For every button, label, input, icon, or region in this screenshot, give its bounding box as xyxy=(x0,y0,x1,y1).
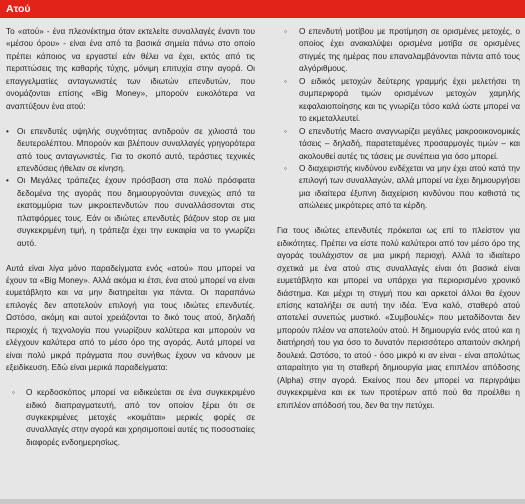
hollow-bullet-icon: ◦ xyxy=(284,76,287,86)
bullet-icon: • xyxy=(6,176,9,186)
advantage-list xyxy=(6,126,255,251)
panel-header xyxy=(0,0,525,18)
list-item xyxy=(277,163,520,213)
list-item-text: Οι Μεγάλες τράπεζες έχουν πρόσβαση στα πολύ πρόσφατα δεδομένα της αγοράς που δημιουργούνται συνεχώς από τα εκατομμύρια των μικροεπενδυτών που συναλλάσσονται στις πλατφόρμες τους. Εάν οι ιδιώτες επενδυτές βάζουν stop σε μια συγκεκριμένη τιμή, η τράπεζα έχει την ευκαιρία να το γνωρίζει αυτό. xyxy=(17,176,255,248)
list-item xyxy=(6,175,255,250)
intro-paragraph: Το «ατού» - ένα πλεονέκτημα όταν εκτελείτε συναλλαγές έναντι του «μέσου όρου» - είναι ένα από τα βασικά σημεία πάνω στο οποίο πρέπει κάποιος να εργαστεί εάν θέλει να έχει, εκτός από τις περιπτώσεις της καθαρής τύχης, μόνιμη επιτυχία στην αγορά. Οι επαγγελματίες ανταγωνιστές των ιδιωτών επενδυτών, που ονομάζονται επίσης «Big Money», μπορούν ευκολότερα να αναπτύξουν ένα ατού: xyxy=(6,27,255,111)
examples-paragraph: Αυτά είναι λίγα μόνο παραδείγματα ενός «ατού» που μπορεί να έχουν τα «Big Money». Αλλά ακόμα κι έτσι, ένα ατού μπορεί να είναι ευμετάβλητο και να μην διατηρείται για πάντα. Οι παραπάνω επιλογές δεν αποτελούν επιλογή για τους ιδιώτες επενδυτές. Ωστόσο, ακόμη και αυτοί χρειάζονται το δικό τους ατού, δηλαδή περιοχές ή τεχνολογία που γνωρίζουν καλύτερα και μπορούν να ελέγχουν καλύτερα από το μέσο όρο της αγοράς. Αυτά μπορεί να είναι πολύ μικρά πράγματα που συνήθως έχουν να κάνουν με εξειδίκευση. Εδώ είναι μερικά παραδείγματα: xyxy=(6,263,255,373)
panel-title: Ατού xyxy=(6,3,31,15)
left-column xyxy=(6,26,255,462)
hollow-bullet-icon: ◦ xyxy=(284,27,287,36)
examples-list-continued xyxy=(277,26,520,213)
list-item xyxy=(6,387,255,449)
hollow-bullet-icon: ◦ xyxy=(284,126,287,136)
bullet-icon: • xyxy=(6,126,9,136)
list-item-text: Οι επενδυτές υψηλής συχνότητας αντιδρούν σε χιλιοστά του δευτερολέπτου. Μπορούν και βλέπουν συναλλαγές γρηγορότερα από τους ανταγωνιστές. Για το σκοπό αυτό, τεράστιες τεχνικές επενδύσεις ήθελαν σε κίνηση. xyxy=(17,126,255,173)
list-item-text: Ο διαχειριστής κινδύνου ενδέχεται να μην έχει ατού κατά την επιλογή των συναλλαγών, αλλά μπορεί να έχει δημιουργήσει μια ιδιαίτερα έξυπνη διαχείριση κινδύνου που καθιστά τις απώλειες μικρότερες από τα κέρδη. xyxy=(299,163,520,211)
list-item xyxy=(6,126,255,176)
list-item xyxy=(277,126,520,163)
hollow-bullet-icon: ◦ xyxy=(12,388,15,398)
list-item xyxy=(277,26,520,76)
right-column xyxy=(277,26,520,424)
examples-list xyxy=(6,387,255,449)
list-item-text: Ο κερδοσκόπος μπορεί να ειδικεύεται σε ένα συγκεκριμένο ειδικό διαπραγματευτή, από τον οποίον ξέρει ότι σε συγκεκριμένες μετοχές «κοιμάται» μερικές φορές σε συναλλαγές στην αγορά και χρησιμοποιεί αυτές τις ποσοστιαίες διαφορές ενδοημερησίως. xyxy=(26,388,255,447)
list-item-text: Ο ειδικός μετοχών δεύτερης γραμμής έχει μελετήσει τη συμπεριφορά τιμών ορισμένων μετοχών χαμηλής κεφαλαιοποίησης και τις γνωρίζει τόσο καλά ώστε μπορεί να το εκμεταλλευτεί. xyxy=(299,76,520,124)
list-item xyxy=(277,76,520,126)
list-item-text: Ο επενδυτή μοτίβου με προτίμηση σε ορισμένες μετοχές, ο οποίος έχει ανακαλύψει ορισμένα μοτίβα σε ορισμένες στιγμές της ημέρας που επαναλαμβάνονται πάντα από τους αλγόριθμους. xyxy=(299,27,520,74)
list-item-text: Ο επενδυτής Macro αναγνωρίζει μεγάλες μακροοικονομικές τάσεις – δηλαδή, παρατεταμένες προσαρμογές τιμών – και ακολουθεί αυτές τις τάσεις με συνέπεια για όσο μπορεί. xyxy=(299,126,520,161)
hollow-bullet-icon: ◦ xyxy=(284,163,287,173)
closing-paragraph: Για τους ιδιώτες επενδυτές πρόκειται ως επί το πλείστον για ειδικότητες. Πρέπει να είστε πολύ καλύτεροι από τον μέσο όρο της αγοράς τουλάχιστον σε μια μικρή περιοχή. Αλλά το ιδιαίτερο σχετικά με ένα ατού στις συναλλαγές είναι ότι βασικά είναι ευμετάβλητο και μπορεί να υπάρχει για περιορισμένο χρονικό διάστημα. Και μέχρι τη στιγμή που και αρκετοί άλλοι θα έχουν επίσης καταλήξει σε αυτή την ιδέα. Ένα καλό, σταθερό ατού αποτελεί συνεπώς μυστικό. «Συμβουλές» που μεταδίδονται δεν μπορούν πλέον να αποτελούν ατού. Η δημιουργία ενός ατού και η διατήρησή του για όσο το δυνατόν περισσότερο απαιτούν σκληρή δουλειά. Ωστόσο, το ατού - όσο μικρό κι αν είναι - είναι απολύτως απαραίτητο για τη σταθερή δημιουργία μιας επιπλέον απόδοσης (Alpha) στην αγορά. Εκείνος που δεν μπορεί να περιγράψει συγκεκριμένα και εκ των προτέρων από πού θα προέλθει η επιπλέον απόδοσή του, δεν θα την πετύχει. xyxy=(277,226,520,410)
